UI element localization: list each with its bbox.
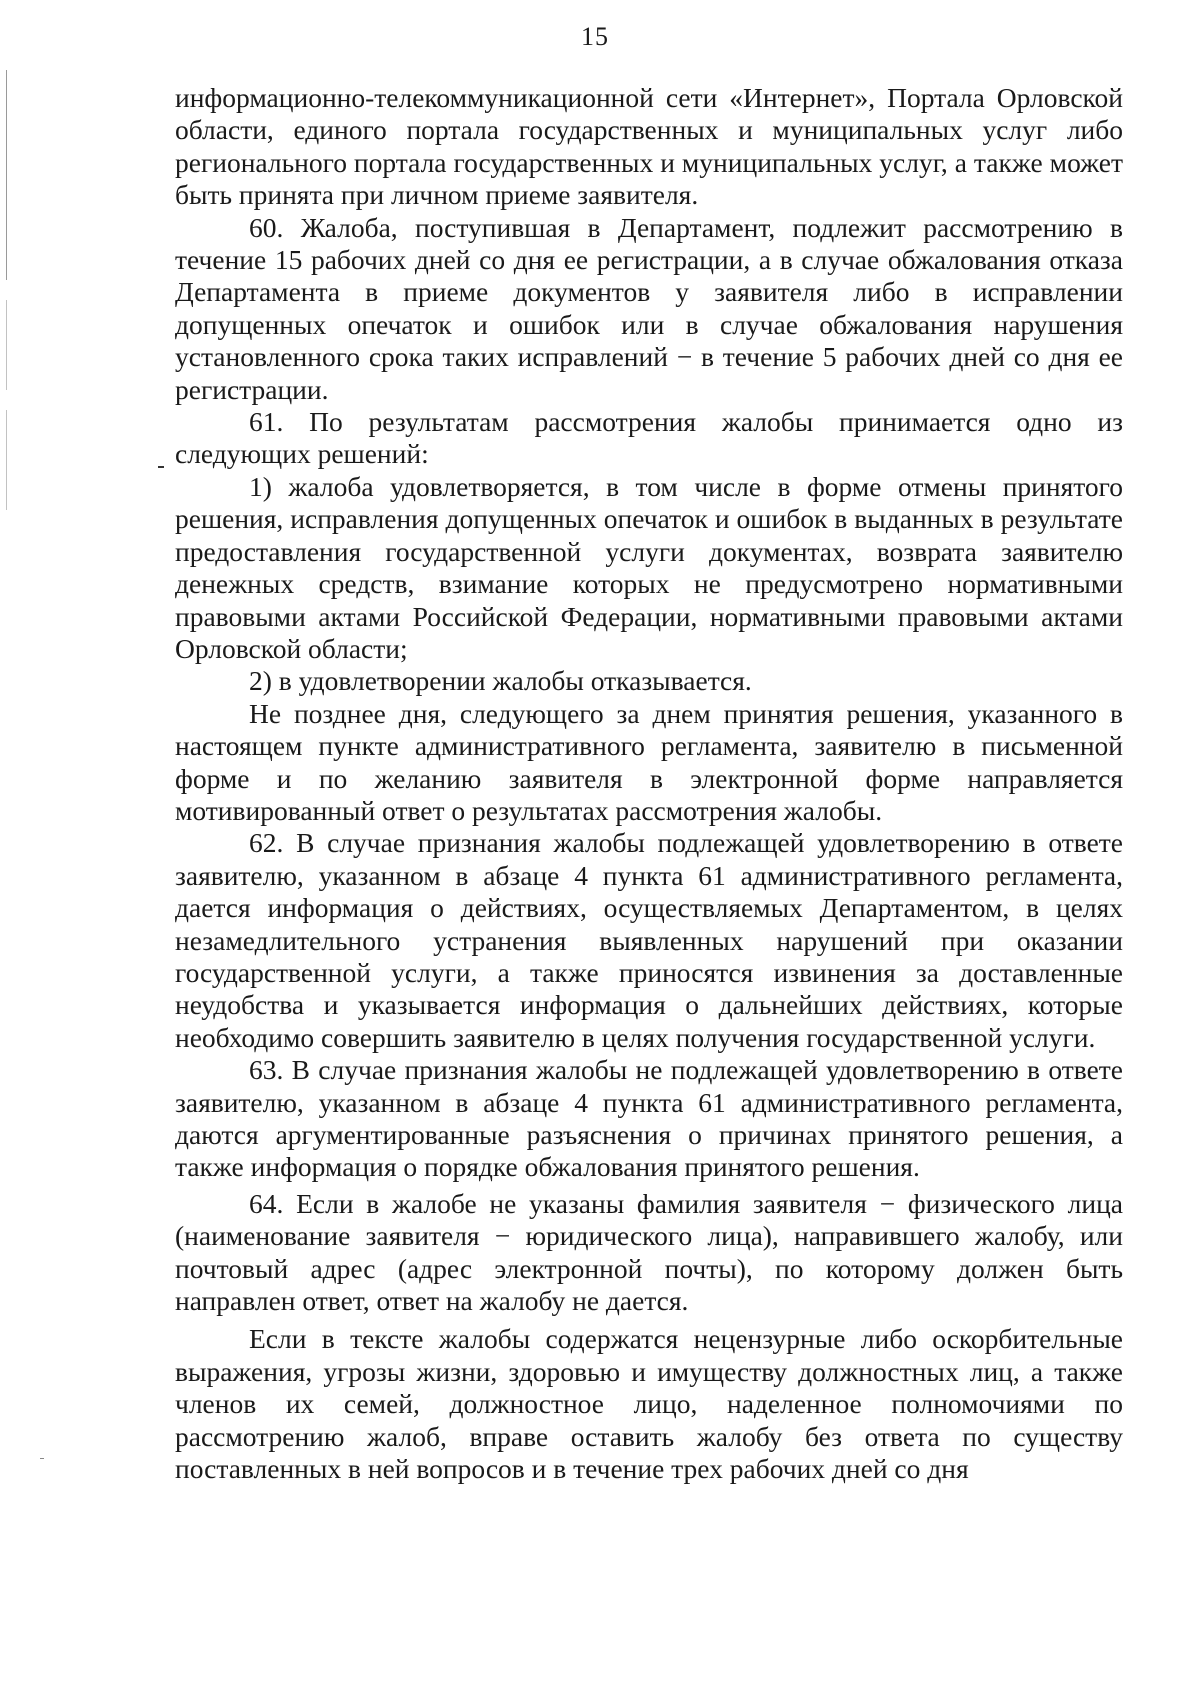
page-number: 15 bbox=[581, 22, 609, 51]
paragraph-61-response: Не позднее дня, следующего за днем принятия решения, указанного в настоящем пункте административного регламента, заявителю в письменной форме и по желанию заявителя в электронной форме направляется мотивированный ответ о результатах рассмотрения жалобы. bbox=[175, 697, 1123, 826]
document-body bbox=[175, 82, 1123, 1485]
paragraph-continuation: информационно-телекоммуникационной сети «Интернет», Портала Орловской области, единого портала государственных и муниципальных услуг либо регионального портала государственных и муниципальных услуг, а также может быть принята при личном приеме заявителя. bbox=[175, 82, 1123, 211]
scan-artifact-line bbox=[6, 70, 7, 280]
paragraph-62: 62. В случае признания жалобы подлежащей удовлетворению в ответе заявителю, указанном в абзаце 4 пункта 61 административного регламента, дается информация о действиях, осуществляемых Департаментом, в целях незамедлительного устранения выявленных нарушений при оказании государственной услуги, а также приносятся извинения за доставленные неудобства и указывается информация о дальнейших действиях, которые необходимо совершить заявителю в целях получения государственной услуги. bbox=[175, 827, 1123, 1053]
paragraph-61-item-2: 2) в удовлетворении жалобы отказывается. bbox=[249, 665, 752, 697]
margin-mark bbox=[40, 1458, 44, 1459]
paragraph-61: 61. По результатам рассмотрения жалобы принимается одно из следующих решений: bbox=[175, 406, 1123, 470]
paragraph-63: 63. В случае признания жалобы не подлежащей удовлетворению в ответе заявителю, указанном в абзаце 4 пункта 61 административного регламента, даются аргументированные разъяснения о причинах принятого решения, а также информация о порядке обжалования принятого решения. bbox=[175, 1054, 1123, 1183]
scan-artifact-line bbox=[6, 300, 7, 390]
paragraph-60: 60. Жалоба, поступившая в Департамент, подлежит рассмотрению в течение 15 рабочих дней со дня ее регистрации, а в случае обжалования отказа Департамента в приеме документов у заявителя либо в исправлении допущенных опечаток и ошибок или в случае обжалования нарушения установленного срока таких исправлений − в течение 5 рабочих дней со дня ее регистрации. bbox=[175, 211, 1123, 405]
margin-mark bbox=[158, 466, 164, 468]
paragraph-64-continued: Если в тексте жалобы содержатся нецензурные либо оскорбительные выражения, угрозы жизни, здоровью и имуществу должностных лиц, а также членов их семей, должностное лицо, наделенное полномочиями по рассмотрению жалоб, вправе оставить жалобу без ответа по существу поставленных в ней вопросов и в течение трех рабочих дней со дня bbox=[175, 1323, 1123, 1485]
scan-artifact-line bbox=[6, 410, 7, 510]
paragraph-61-item-1: 1) жалоба удовлетворяется, в том числе в форме отмены принятого решения, исправления допущенных опечаток и ошибок в выданных в результате предоставления государственной услуги документах, возврата заявителю денежных средств, взимание которых не предусмотрено нормативными правовыми актами Российской Федерации, нормативными правовыми актами Орловской области; bbox=[175, 470, 1123, 664]
paragraph-64: 64. Если в жалобе не указаны фамилия заявителя − физического лица (наименование заявителя − юридического лица), направившего жалобу, или почтовый адрес (адрес электронной почты), по которому должен быть направлен ответ, ответ на жалобу не дается. bbox=[175, 1187, 1123, 1317]
